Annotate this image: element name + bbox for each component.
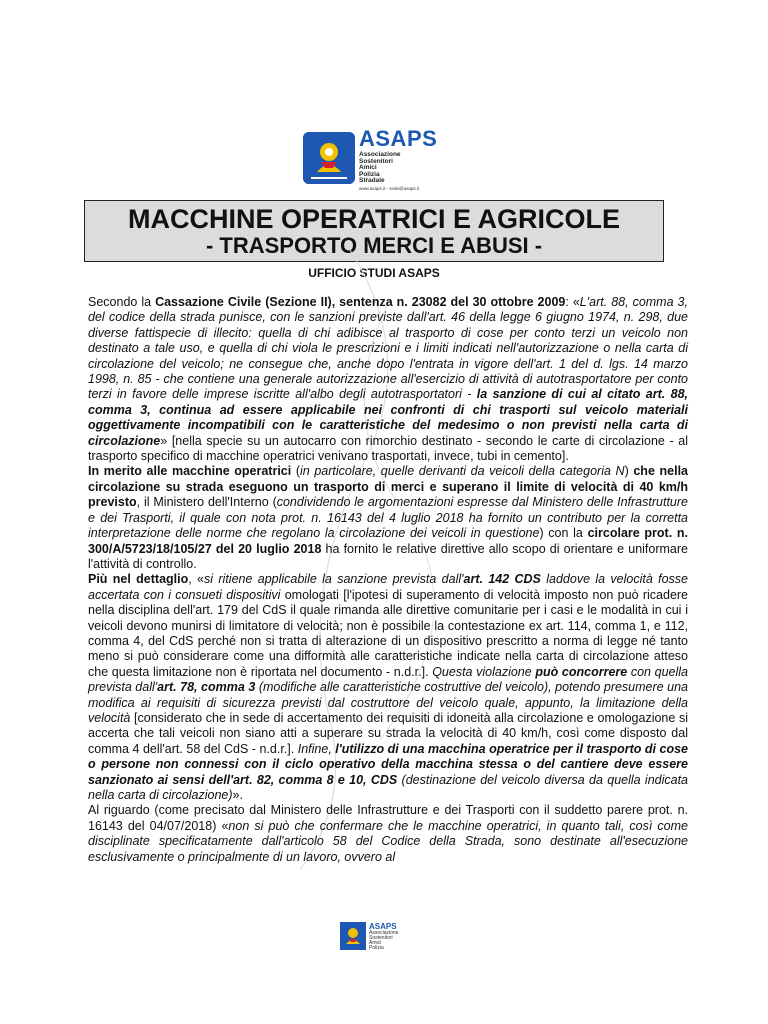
text-run: si ritiene applicabile la sanzione prevista dall' bbox=[204, 572, 464, 587]
body-paragraph bbox=[88, 803, 688, 865]
text-run: L'art. 88, comma 3, del codice della strada punisce, con le sanzioni previste dall'art. 46 della legge 6 giugno 1974, n. 298, due diverse fattispecie di illecito: quella di chi adibisce al trasporto di cose per conto terzi un veicolo non destinato a tale uso, e quella di chi viola le prescrizioni e i limiti indicati nell'autorizzazione o nella carta di circolazione del veicolo; ne consegue che, anche dopo l'entrata in vigore dell'art. 1 del d. lgs. 14 marzo 1998, n. 85 - che contiene una generale autorizzazione all'esercizio di attività di autotrasportatore per conto terzi in favore delle imprese iscritte all'albo degli autotrasportatori - bbox=[88, 295, 688, 402]
text-run: laddove la velocità fosse accertata con i consueti dispositivi bbox=[88, 572, 689, 602]
text-run: ha fornito le relative direttive allo scopo di orientare e uniformare l'attività di controllo. bbox=[88, 541, 688, 571]
title-box bbox=[84, 200, 664, 262]
text-run: omologati [l'ipotesi di superamento di velocità imposto non può ricadere nella disciplina dell'art. 179 del CdS il quale rimanda alle direttive comunitarie per i casi e le modalità in cui i veicoli devono munirsi di limitatore di velocità; non è possibile la contestazione ex art. 114, comma 1, e 112, comma 4, del CdS perché non si tratta di alterazione di un dispositivo prescritto a norma di legge né tanto meno si può considerare come una difformità alle caratteristiche indicate nella carta di circolazione atteso che questa limitazione non è riportata nel documento - n.d.r.]. bbox=[88, 587, 689, 679]
document-title: MACCHINE OPERATRICI E AGRICOLE bbox=[127, 204, 620, 234]
text-run: condividendo le argomentazioni espresse dal Ministero delle Infrastrutture e dei Trasporti, il quale con nota prot. n. 16143 del 4 luglio 2018 ha fornito un contributo per la corretta interpretazione delle norme che regolano la circolazione dei veicoli in questione bbox=[88, 495, 688, 541]
footer-subtitle-line: Amici bbox=[369, 940, 382, 946]
footer-logo bbox=[340, 920, 412, 952]
text-run: (modifiche alle caratteristiche costruttive del veicolo), potendo presumere una modifica ai requisiti di sicurezza previsti dal costruttore del veicolo quale, appunto, la limitazione della velocità bbox=[88, 680, 689, 725]
text-run: In merito alle macchine operatrici bbox=[88, 464, 292, 479]
footer-emblem-icon bbox=[340, 922, 366, 950]
text-run: Secondo la bbox=[88, 295, 156, 309]
text-run: la sanzione di cui al citato art. 88, comma 3, continua ad essere applicabile nei confronti di chi trasporti sul veicolo materiali oggettivamente incompatibili con le caratteristiche del medesimo o non previsti nella carta di circolazione bbox=[88, 387, 688, 448]
footer-subtitle-line: Associazione bbox=[369, 930, 399, 936]
logo-subtitle-line: Associazione bbox=[359, 151, 401, 158]
text-run: non si può che confermare che le macchine operatrici, in quanto tali, così come disciplinate specificatamente dall'articolo 58 del Codice della Strada, sono destinate all'esecuzione esclusivamente o principalmente di un lavoro, ovvero al bbox=[88, 818, 688, 864]
text-run: art. 142 CDS bbox=[463, 572, 541, 587]
logo-title: ASAPS bbox=[359, 126, 438, 151]
text-run: [considerato che in sede di accertamento dei requisiti di idoneità alla circolazione e omologazione si accerta che tali veicoli non siano atti a superare su strada la velocità di 40 km/h, così come disposto dal comma 4 dell'art. 58 del CdS - n.d.r.]. bbox=[88, 710, 688, 756]
text-run: ». bbox=[232, 788, 243, 802]
asaps-logo bbox=[303, 126, 447, 191]
text-run: , « bbox=[188, 572, 205, 587]
asaps-emblem-icon bbox=[303, 132, 355, 184]
text-run: che nella circolazione su strada eseguono un trasporto di merci e superano il limite di velocità di 40 km/h previsto bbox=[88, 464, 688, 510]
text-run: , il Ministero dell'Interno ( bbox=[136, 495, 277, 510]
text-run: può concorrere bbox=[535, 664, 628, 679]
logo-subtitle-line: Amici bbox=[359, 164, 377, 171]
footer-subtitle-line: Sostenitori bbox=[369, 935, 393, 941]
text-run: » [nella specie su un autocarro con rimorchio destinato - secondo le carte di circolazione - al trasporto specifico di macchine operatrici venivano trasportati, invece, tubi in cemento]. bbox=[88, 433, 688, 464]
text-run: art. 78, comma 3 bbox=[157, 680, 256, 695]
document-subtitle: - TRASPORTO MERCI E ABUSI - bbox=[205, 233, 543, 258]
footer-subtitle-line: Polizia bbox=[369, 945, 384, 951]
footer-logo-text bbox=[369, 922, 411, 950]
text-run: l'utilizzo di una macchina operatrice per il trasporto di cose o persone non connessi con il ciclo operativo della macchina stessa o del cantiere deve essere sanzionato ai sensi dell'art. 82, comma 8 e 10, CDS bbox=[88, 741, 688, 787]
logo-text-block bbox=[359, 126, 449, 191]
body-paragraph bbox=[88, 464, 688, 572]
logo-subtitle bbox=[359, 152, 449, 185]
text-run: circolare prot. n. 300/A/5723/18/105/27 del 20 luglio 2018 bbox=[88, 526, 688, 556]
text-run: Al riguardo (come precisato dal Ministero delle Infrastrutture e dei Trasporti con il suddetto parere prot. n. 16143 del 04/07/2018) « bbox=[88, 803, 688, 833]
office-label: UFFICIO STUDI ASAPS bbox=[308, 266, 440, 280]
text-run: ( bbox=[291, 464, 301, 479]
text-run: in particolare, quelle derivanti da veicoli della categoria N bbox=[300, 464, 625, 479]
text-run: con quella prevista dall' bbox=[88, 664, 689, 695]
text-run: (destinazione del veicolo diversa da quella indicata nella carta di circolazione) bbox=[88, 772, 689, 802]
logo-url: www.asaps.it - sede@asaps.it bbox=[359, 185, 420, 191]
text-run: Più nel dettaglio bbox=[88, 572, 189, 587]
text-run: Cassazione Civile (Sezione II), sentenza n. 23082 del 30 ottobre 2009 bbox=[155, 295, 566, 309]
body-text bbox=[88, 295, 688, 865]
logo-subtitle-line: Sostenitori bbox=[359, 157, 393, 165]
body-paragraph bbox=[88, 295, 688, 464]
text-run: ) con la bbox=[539, 526, 588, 541]
logo-subtitle-line: Stradale bbox=[359, 177, 385, 184]
text-run: ) bbox=[624, 464, 634, 479]
text-run: Infine, bbox=[297, 741, 336, 756]
body-paragraph bbox=[88, 572, 688, 803]
text-run: : « bbox=[565, 295, 580, 309]
footer-logo-title: ASAPS bbox=[369, 922, 397, 931]
text-run: Questa violazione bbox=[432, 664, 536, 679]
logo-subtitle-line: Polizia bbox=[359, 170, 380, 178]
